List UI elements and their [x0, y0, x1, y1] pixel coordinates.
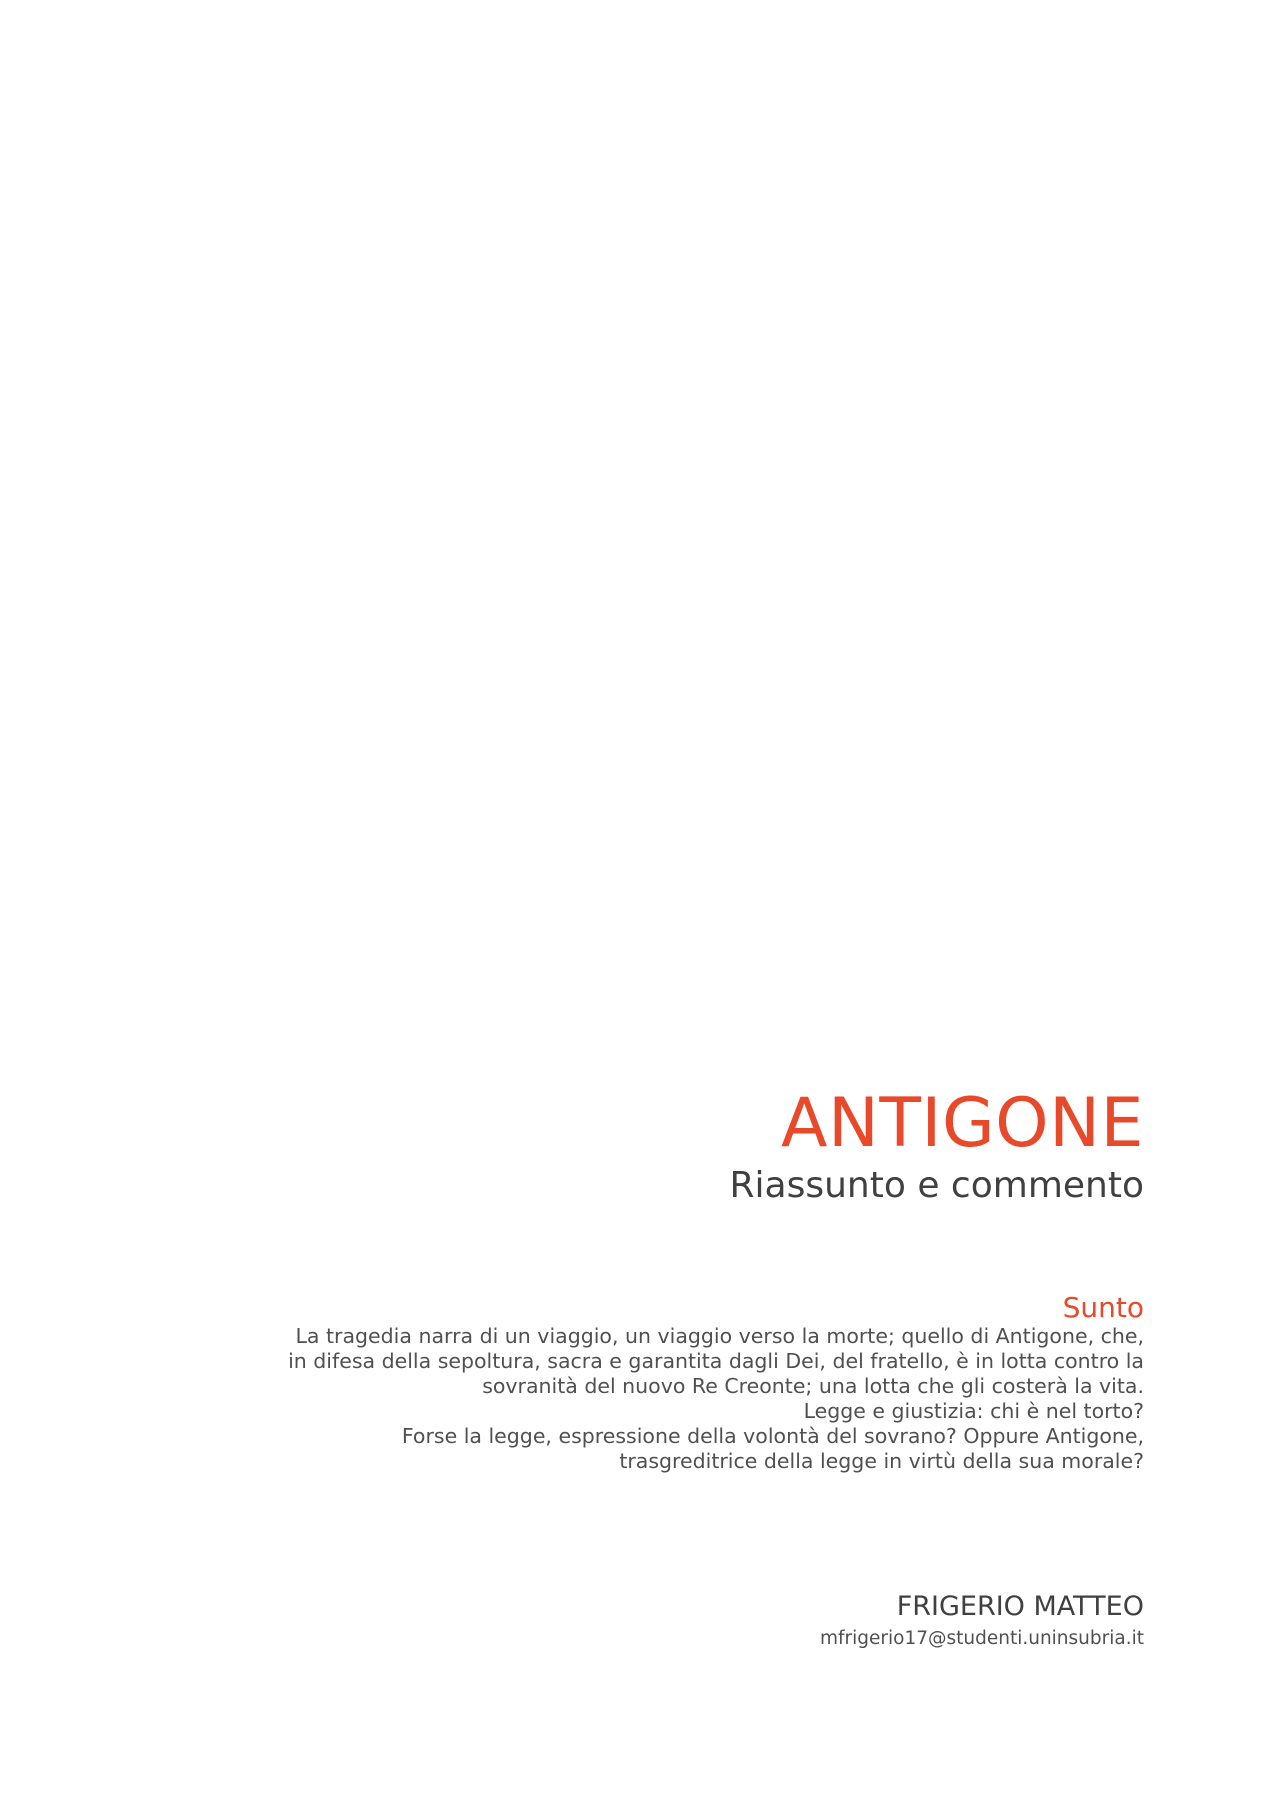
author-email: mfrigerio17@studenti.uninsubria.it: [819, 1628, 1144, 1649]
author-name: FRIGERIO MATTEO: [896, 1591, 1144, 1622]
document-subtitle: Riassunto e commento: [729, 1165, 1144, 1206]
summary-paragraph: La tragedia narra di un viaggio, un viaggio verso la morte; quello di Antigone, che, in difesa della sepoltura, sacra e garantita dagli Dei, del fratello, è in lotta contro la sovranità del nuovo Re Creonte; una lotta che gli costerà la vita.: [288, 1324, 1144, 1398]
summary-text: [284, 1324, 1144, 1474]
summary-paragraph: Legge e giustizia: chi è nel torto?: [803, 1399, 1144, 1423]
document-title: ANTIGONE: [780, 1084, 1144, 1163]
summary-paragraph: Forse la legge, espressione della volontà del sovrano? Oppure Antigone, trasgreditrice della legge in virtù della sua morale?: [401, 1424, 1144, 1473]
section-heading-sunto: Sunto: [1062, 1291, 1144, 1324]
